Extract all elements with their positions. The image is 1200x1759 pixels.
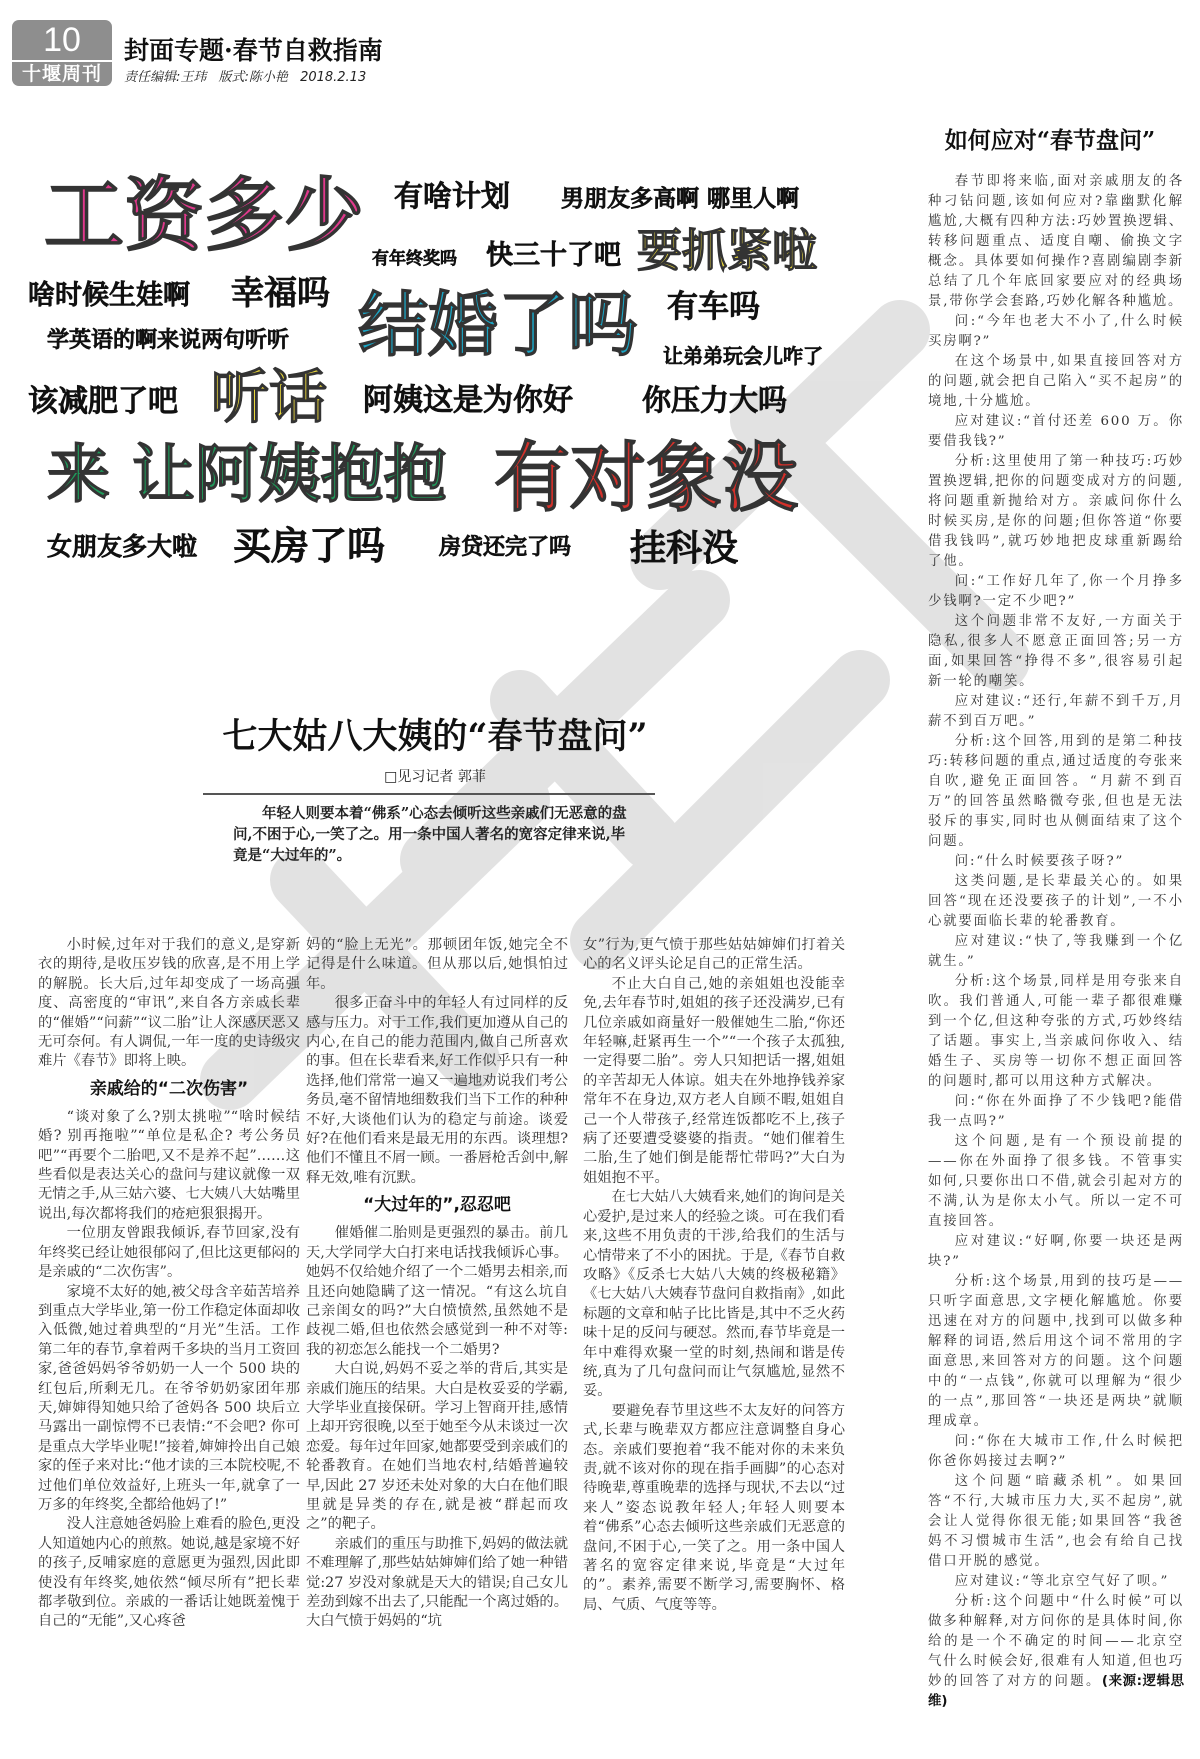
paper-name: 十堰周刊 [21, 63, 102, 85]
sidebar-paragraph-text: 在这个场景中,如果直接回答对方的问题,就会把自己陷入“买不起房”的境地,十分尴尬。 [928, 354, 1184, 409]
sidebar-paragraph [928, 312, 1184, 352]
article-intro: 年轻人则要本着“佛系”心态去倾听这些亲戚们无恶意的盘问,不困于心,一笑了之。用一条中国人著名的宽容定律来说,毕竟是“大过年的”。 [233, 805, 627, 864]
paragraph: 没人注意她爸妈脸上难看的脸色,更没人知道她内心的煎熬。她说,越是家境不好的孩子,反哺家庭的意愿更为强烈,因此即使没有年终奖,她依然“倾尽所有”把长辈都孝敬到位。亲戚的一番话让她既羞愧于自己的“无能”,又心疼爸 [38, 1516, 300, 1630]
sidebar-paragraph [928, 1592, 1184, 1712]
sidebar-paragraph [928, 972, 1184, 1092]
sidebar-paragraph-text: 分析:这个场景,用到的技巧是——只听字面意思,文字梗化解尴尬。你要迅速在对方的问题中,找到可以做多种解释的词语,然后用这个词不常用的字面意思,来回答对方的问题。这个问题中的“一点钱”,你就可以理解为“很少的一点”,那回答“一块还是两块”就顺理成章。 [928, 1274, 1184, 1429]
sidebar-paragraph [928, 1572, 1184, 1592]
paragraph: 大白说,妈妈不妥之举的背后,其实是亲戚们施压的结果。大白是枚妥妥的学霸,大学毕业直接保研。学习上智商开挂,感情上却开窍很晚,以至于她至今从未谈过一次恋爱。每年过年回家,她都要受到亲戚们的轮番教育。在她们当地农村,结婚普遍较早,因此 27 岁还未处对象的大白在他们眼里就是异类的存在,就是被“群起而攻之”的靶子。 [306, 1361, 568, 1533]
editor: 责任编辑:王玮 [124, 70, 207, 85]
word-cloud-phrase: 有啥计划 [394, 179, 511, 213]
word-cloud-phrase: 有车吗 [667, 289, 760, 325]
sidebar-paragraph-text: 问:“你在外面挣了不少钱吧?能借我一点吗?” [928, 1094, 1184, 1129]
sidebar-paragraph [928, 852, 1184, 872]
page-number: 10 [12, 20, 112, 62]
article-column-1 [38, 936, 300, 1632]
sidebar-paragraph-text: 问:“工作好几年了,你一个月挣多少钱啊?一定不少吧?” [928, 574, 1184, 609]
sidebar-paragraph-text: 应对建议:“还行,年薪不到千万,月薪不到百万吧。” [928, 694, 1184, 729]
sidebar-paragraph [928, 1472, 1184, 1572]
sidebar-paragraph [928, 872, 1184, 932]
sidebar-paragraph [928, 932, 1184, 972]
word-cloud-phrase: 挂科没 [630, 528, 739, 569]
sidebar-paragraph-text: 这个问题,是有一个预设前提的——你在外面挣了很多钱。不管事实如何,只要你出口不借,就会引起对方的不满,认为是你太小气。所以一定不可直接回答。 [928, 1134, 1184, 1229]
article-column-3 [583, 936, 845, 1615]
word-cloud-phrase: 该减肥了吧 [28, 384, 178, 419]
word-cloud-phrase: 结婚了吗 [358, 284, 638, 366]
sidebar-paragraph-text: 应对建议:“等北京空气好了呗。” [954, 1574, 1170, 1589]
sidebar-paragraph-text: 应对建议:“快了,等我赚到一个亿就生。” [928, 934, 1184, 969]
word-cloud-phrase: 男朋友多高啊 哪里人啊 [561, 186, 800, 212]
sidebar-paragraph-text: 这个问题“暗藏杀机”。如果回答“不行,大城市压力大,买不起房”,就会让人觉得你很无能;如果回答“我爸妈不习惯城市生活”,也会有给自己找借口开脱的感觉。 [928, 1474, 1184, 1569]
word-cloud-phrase: 有对象没 [494, 433, 798, 522]
divider [203, 793, 655, 795]
sidebar-article [928, 172, 1184, 1712]
paragraph: 不止大白自己,她的亲姐姐也没能幸免,去年春节时,姐姐的孩子还没满岁,已有几位亲戚如商量好一般催她生二胎,“你还年轻嘛,赶紧再生一个”“一个孩子太孤独,一定得要二胎”。旁人只知把话一撂,姐姐的辛苦却无人体谅。姐夫在外地挣钱养家常年不在身边,双方老人自顾不暇,姐姐自己一个人带孩子,经常连饭都吃不上,孩子病了还要遭受婆婆的指责。“她们催着生二胎,生了她们倒是能帮忙带吗?”大白为姐姐抱不平。 [583, 975, 845, 1186]
layout-credit: 版式:陈小艳 [218, 70, 288, 85]
paragraph: 亲戚们的重压与助推下,妈妈的做法就不难理解了,那些姑姑婶婶们给了她一种错觉:27 岁没对象就是天大的错误;自己女儿差劲到嫁不出去了,只能配一个离过婚的。大白气愤于妈妈的“坑 [306, 1535, 568, 1630]
sidebar-paragraph-text: 分析:这个场景,同样是用夸张来自吹。我们普通人,可能一辈子都很难赚到一个亿,但这种夸张的方式,巧妙终结了话题。事实上,当亲戚问你收入、结婚生子、买房等一切你不想正面回答的问题时,都可以用这种方式解决。 [928, 974, 1184, 1089]
sidebar-paragraph [928, 412, 1184, 452]
article-title: 七大姑八大姨的“春节盘问” [222, 716, 648, 757]
word-cloud-phrase: 你压力大吗 [642, 383, 788, 417]
sidebar-paragraph-text: 应对建议:“好啊,你要一块还是两块?” [928, 1234, 1184, 1269]
sidebar-paragraph-text: 这个问题非常不友好,一方面关于隐私,很多人不愿意正面回答;另一方面,如果回答“挣得不多”,很容易引起新一轮的嘲笑。 [928, 614, 1184, 689]
page-badge [12, 20, 112, 86]
word-cloud-phrase: 要抓紧啦 [637, 224, 818, 277]
sidebar-paragraph [928, 572, 1184, 612]
word-cloud-phrase: 女朋友多大啦 [47, 532, 198, 561]
sidebar-paragraph-text: 分析:这个回答,用到的是第二种技巧:转移问题的重点,通过适度的夸张来自吹,避免正面回答。“月薪不到百万”的回答虽然略微夸张,但也是无法驳斥的事实,同时也从侧面结束了这个问题。 [928, 734, 1184, 849]
word-cloud-phrase: 有年终奖吗 [372, 249, 457, 269]
paragraph: 妈的“脸上无光”。那顿团年饭,她完全不记得是什么味道。但从那以后,她惧怕过年。 [306, 937, 568, 992]
word-cloud-phrase: 啥时候生娃啊 [28, 280, 190, 311]
editor-line [124, 70, 374, 86]
sidebar-paragraph-text: 应对建议:“首付还差 600 万。你要借我钱?” [928, 414, 1184, 449]
word-cloud-phrase: 房贷还完了吗 [439, 535, 572, 560]
word-cloud-phrase: 来 让阿姨抱抱 [47, 438, 447, 511]
word-cloud-phrase: 买房了吗 [233, 524, 386, 568]
word-cloud-phrase: 学英语的啊来说两句听听 [47, 328, 290, 353]
sidebar-paragraph-text: 问:“什么时候要孩子呀?” [954, 854, 1125, 869]
paragraph: 女”行为,更气愤于那些姑姑婶婶们打着关心的名义评头论足自己的正常生活。 [583, 937, 845, 973]
paragraph: “谈对象了么?别太挑啦”“啥时候结婚? 别再拖啦”“单位是私企? 考公务员吧”“再要个二胎吧,又不是养不起”……这些看似是表达关心的盘问与建议就像一双无情之手,从三姑六婆、七大姨八大姑嘴里说出,每次都将我们的疮疤狠狠揭开。 [38, 1108, 300, 1222]
subheading: 亲戚给的“二次伤害” [89, 1078, 249, 1099]
sidebar-paragraph-text: 这类问题,是长辈最关心的。如果回答“现在还没要孩子的计划”,一不小心就要面临长辈的轮番教育。 [928, 874, 1184, 929]
section-title: 封面专题·春节自救指南 [124, 36, 383, 65]
source-credit: (来源:逻辑思维) [928, 1674, 1184, 1709]
sidebar-paragraph [928, 692, 1184, 732]
paragraph: 很多正奋斗中的年轻人有过同样的反感与压力。对于工作,我们更加遵从自己的内心,在自己的能力范围内,做自己所喜欢的事。但在长辈看来,好工作似乎只有一种选择,他们常常一遍又一遍地劝说我们考公务员,毫不留情地细数我们当下工作的种种不好,大谈他们认为的稳定与前途。谈爱好?在他们看来是最无用的东西。谈理想?他们不懂且不屑一顾。一番唇枪舌剑中,解释无效,唯有沉默。 [306, 995, 568, 1186]
sidebar-paragraph [928, 1432, 1184, 1472]
paragraph: 催婚催二胎则是更强烈的暴击。前几天,大学同学大白打来电话找我倾诉心事。她妈不仅给她介绍了一个二婚男去相亲,而且还向她隐瞒了这一情况。“有这么坑自己亲闺女的吗?”大白愤愤然,虽然她不是歧视二婚,但也依然会感觉到一种不对等:我的初恋怎么能找一个二婚男? [306, 1225, 568, 1358]
word-cloud-phrase: 阿姨这是为你好 [363, 383, 573, 418]
sidebar-paragraph [928, 1272, 1184, 1432]
sidebar-paragraph [928, 612, 1184, 692]
word-cloud-phrase: 工资多少 [44, 169, 364, 262]
sidebar-paragraph [928, 1092, 1184, 1132]
sidebar-paragraph [928, 1132, 1184, 1232]
sidebar-paragraph [928, 172, 1184, 312]
sidebar-paragraph-text: 问:“今年也老大不小了,什么时候买房啊?” [928, 314, 1184, 349]
paragraph: 在七大姑八大姨看来,她们的询问是关心爱护,是过来人的经验之谈。可在我们看来,这些不用负责的干涉,给我们的生活与心情带来了不小的困扰。于是,《春节自救攻略》《反杀七大姑八大姨的终极秘籍》《七大姑八大姨春节盘问自救指南》,如此标题的文章和帖子比比皆是,其中不乏火药味十足的反问与硬怼。然而,春节毕竟是一年中难得欢聚一堂的时刻,热闹和谐是传统,真为了几句盘问而让气氛尴尬,显然不妥。 [583, 1189, 845, 1400]
sidebar-title: 如何应对“春节盘问” [944, 127, 1156, 154]
sidebar-paragraph [928, 452, 1184, 572]
byline: □见习记者 郭菲 [384, 769, 486, 785]
paragraph: 要避免春节里这些不太友好的问答方式,长辈与晚辈双方都应注意调整自身心态。亲戚们要抱着“我不能对你的未来负责,就不该对你的现在指手画脚”的心态对待晚辈,尊重晚辈的选择与现状,不去以“过来人”姿态说教年轻人;年轻人则要本着“佛系”心态去倾听这些亲戚们无恶意的盘问,不困于心,一笑了之。用一条中国人著名的宽容定律来说,毕竟是“大过年的”。素养,需要不断学习,需要胸怀、格局、气质、气度等等。 [583, 1402, 845, 1613]
issue-date: 2018.2.13 [300, 70, 367, 85]
paragraph: 小时候,过年对于我们的意义,是穿新衣的期待,是收压岁钱的欣喜,是不用上学的解脱。长大后,过年却变成了一场高强度、高密度的“审讯”,来自各方亲戚长辈的“催婚”“问薪”“议二胎”让人深感厌恶又无可奈何。有人调侃,一年一度的史诗级灾难片《春节》即将上映。 [38, 937, 300, 1070]
sidebar-paragraph-text: 分析:这个问题中“什么时候”可以做多种解释,对方问你的是具体时间,你给的是一个不确定的时间——北京空气什么时候会好,很难有人知道,但也巧妙的回答了对方的问题。 [928, 1594, 1184, 1689]
word-cloud-phrase: 听话 [211, 363, 328, 431]
sidebar-paragraph-text: 分析:这里使用了第一种技巧:巧妙置换逻辑,把你的问题变成对方的问题,将问题重新抛给对方。亲戚问你什么时候买房,是你的问题;但你答道“你要借我钱吗”,就巧妙地把皮球重新踢给了他。 [928, 454, 1184, 569]
article-column-2 [306, 936, 568, 1632]
word-cloud-phrase: 幸福吗 [231, 273, 330, 312]
word-cloud-phrase: 让弟弟玩会儿咋了 [663, 344, 823, 368]
paragraph: 家境不太好的她,被父母含辛茹苦培养到重点大学毕业,第一份工作稳定体面却收入低微,她过着典型的“月光”生活。工作第二年的春节,拿着两千多块的当月工资回家,爸爸妈妈爷爷奶奶一人一个 500 块的红包后,所剩无几。在爷爷奶奶家团年那天,婶婶得知她只给了爸妈各 500 块后立马露出一副惊愕不已表情:“不会吧? 你可是重点大学毕业呢!”接着,婶婶拎出自己娘家的侄子来对比:“他才读的三本院校呢,不过他们单位效益好,上班头一年,就拿了一万多的年终奖,全都给他妈了!” [38, 1283, 300, 1513]
sidebar-paragraph [928, 1232, 1184, 1272]
sidebar-paragraph [928, 352, 1184, 412]
sidebar-paragraph [928, 732, 1184, 852]
sidebar-paragraph-text: 问:“你在大城市工作,什么时候把你爸你妈接过去啊?” [928, 1434, 1184, 1469]
word-cloud-phrase: 快三十了吧 [486, 240, 621, 271]
sidebar-paragraph-text: 春节即将来临,面对亲戚朋友的各种刁钻问题,该如何应对?靠幽默化解尴尬,大概有四种方法:巧妙置换逻辑、转移问题重点、适度自嘲、偷换文字概念。具体要如何操作?喜剧编剧李新总结了几个年底回家要应对的经典场景,带你学会套路,巧妙化解各种尴尬。 [928, 174, 1184, 309]
paragraph: 一位朋友曾跟我倾诉,春节回家,没有年终奖已经让她很郁闷了,但比这更郁闷的是亲戚的“二次伤害”。 [38, 1225, 300, 1281]
subheading: “大过年的”,忍忍吧 [363, 1195, 511, 1216]
